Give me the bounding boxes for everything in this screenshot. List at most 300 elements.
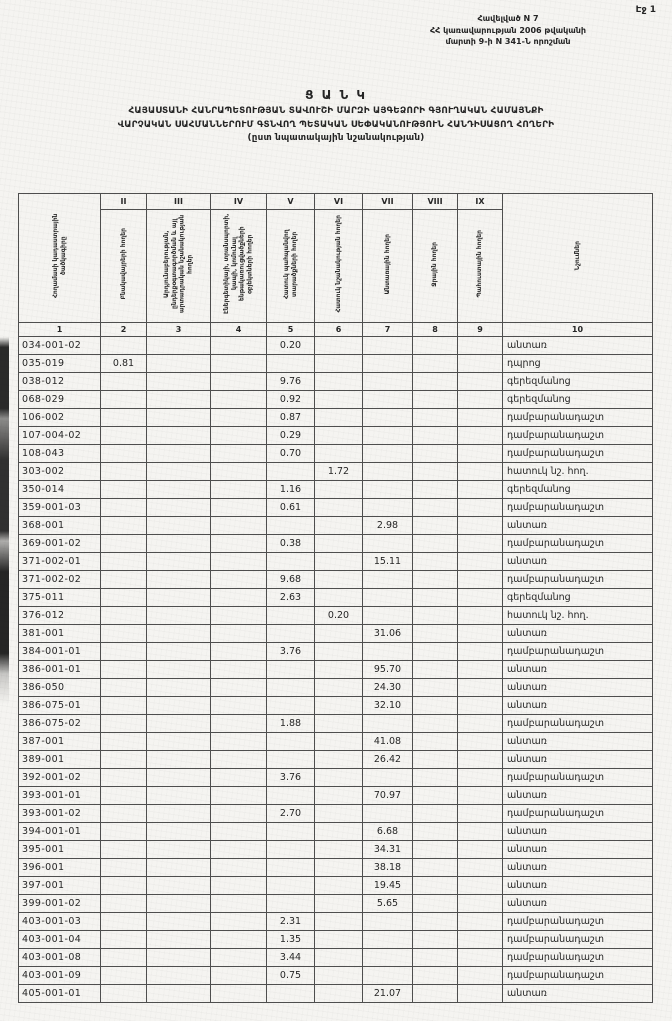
area-value-cell [363, 805, 413, 823]
area-value-cell [413, 859, 458, 877]
table-head [19, 194, 653, 337]
area-value-cell [211, 895, 267, 913]
area-value-cell: 5.65 [363, 895, 413, 913]
column-number: 2 [101, 323, 147, 337]
parcel-code-cell: 403-001-09 [19, 967, 101, 985]
area-value-cell [315, 589, 363, 607]
area-value-cell [101, 841, 147, 859]
area-value-cell [458, 589, 503, 607]
area-value-cell [413, 985, 458, 1003]
area-value-cell [315, 823, 363, 841]
area-value-cell [413, 409, 458, 427]
note-cell: անտառ [503, 697, 653, 715]
area-value-cell [147, 355, 211, 373]
parcel-code-cell: 107-004-02 [19, 427, 101, 445]
area-value-cell [101, 823, 147, 841]
table-row [19, 481, 653, 499]
area-value-cell [147, 985, 211, 1003]
area-value-cell [101, 589, 147, 607]
note-cell: հատուկ նշ. հող. [503, 463, 653, 481]
area-value-cell [363, 571, 413, 589]
area-value-cell: 70.97 [363, 787, 413, 805]
area-value-cell: 0.75 [267, 967, 315, 985]
area-value-cell [458, 373, 503, 391]
column-header-notes-text: Նշումներ [573, 241, 581, 271]
area-value-cell [101, 769, 147, 787]
column-number: 10 [503, 323, 653, 337]
area-value-cell [363, 355, 413, 373]
area-value-cell [458, 409, 503, 427]
parcel-code-cell: 403-001-04 [19, 931, 101, 949]
area-value-cell: 1.72 [315, 463, 363, 481]
column-numeral: III [147, 194, 211, 210]
area-value-cell: 26.42 [363, 751, 413, 769]
parcel-code-cell: 386-001-01 [19, 661, 101, 679]
column-numeral: VII [363, 194, 413, 210]
area-value-cell [101, 787, 147, 805]
area-value-cell [458, 391, 503, 409]
area-value-cell [315, 931, 363, 949]
column-number: 6 [315, 323, 363, 337]
column-numeral: V [267, 194, 315, 210]
area-value-cell [147, 751, 211, 769]
area-value-cell: 2.98 [363, 517, 413, 535]
area-value-cell [147, 445, 211, 463]
parcel-code-cell: 397-001 [19, 877, 101, 895]
area-value-cell [211, 877, 267, 895]
parcel-code-cell: 369-001-02 [19, 535, 101, 553]
table-row [19, 697, 653, 715]
column-number: 5 [267, 323, 315, 337]
parcel-code-cell: 405-001-01 [19, 985, 101, 1003]
area-value-cell [101, 715, 147, 733]
table-row [19, 787, 653, 805]
parcel-code-cell: 389-001 [19, 751, 101, 769]
area-value-cell [211, 787, 267, 805]
area-value-cell [211, 661, 267, 679]
area-value-cell [315, 805, 363, 823]
area-value-cell [458, 607, 503, 625]
area-value-cell: 15.11 [363, 553, 413, 571]
area-value-cell: 41.08 [363, 733, 413, 751]
column-header-category [211, 210, 267, 323]
table-row [19, 733, 653, 751]
table-row [19, 625, 653, 643]
area-value-cell [315, 841, 363, 859]
area-value-cell [363, 715, 413, 733]
area-value-cell [147, 859, 211, 877]
area-value-cell [211, 499, 267, 517]
parcel-code-cell: 394-001-01 [19, 823, 101, 841]
table-row [19, 517, 653, 535]
area-value-cell [147, 733, 211, 751]
area-value-cell [147, 427, 211, 445]
area-value-cell [363, 967, 413, 985]
area-value-cell [315, 913, 363, 931]
table-body [19, 337, 653, 1003]
parcel-code-cell: 393-001-02 [19, 805, 101, 823]
area-value-cell [413, 895, 458, 913]
column-number: 4 [211, 323, 267, 337]
area-value-cell [147, 625, 211, 643]
column-number: 3 [147, 323, 211, 337]
area-value-cell [101, 913, 147, 931]
area-value-cell [413, 625, 458, 643]
note-cell: դամբարանադաշտ [503, 949, 653, 967]
land-parcels-table [18, 193, 653, 1003]
note-cell: դամբարանադաշտ [503, 913, 653, 931]
area-value-cell [147, 463, 211, 481]
area-value-cell [363, 931, 413, 949]
area-value-cell [101, 877, 147, 895]
table-row [19, 877, 653, 895]
area-value-cell [101, 517, 147, 535]
area-value-cell [101, 751, 147, 769]
note-cell: դամբարանադաշտ [503, 805, 653, 823]
area-value-cell [413, 787, 458, 805]
column-header-category [101, 210, 147, 323]
area-value-cell: 3.44 [267, 949, 315, 967]
parcel-code-cell: 108-043 [19, 445, 101, 463]
parcel-code-cell: 392-001-02 [19, 769, 101, 787]
area-value-cell [458, 661, 503, 679]
area-value-cell: 0.70 [267, 445, 315, 463]
table-row [19, 355, 653, 373]
table-row [19, 679, 653, 697]
area-value-cell [315, 697, 363, 715]
area-value-cell [458, 823, 503, 841]
area-value-cell [211, 409, 267, 427]
area-value-cell [211, 517, 267, 535]
area-value-cell [101, 499, 147, 517]
area-value-cell [413, 373, 458, 391]
area-value-cell [458, 517, 503, 535]
area-value-cell: 19.45 [363, 877, 413, 895]
area-value-cell [101, 895, 147, 913]
area-value-cell [101, 805, 147, 823]
area-value-cell [267, 859, 315, 877]
area-value-cell [211, 697, 267, 715]
area-value-cell: 32.10 [363, 697, 413, 715]
table-row [19, 427, 653, 445]
table-row [19, 823, 653, 841]
area-value-cell [101, 733, 147, 751]
area-value-cell [211, 679, 267, 697]
area-value-cell [101, 697, 147, 715]
parcel-code-cell: 303-002 [19, 463, 101, 481]
area-value-cell [147, 589, 211, 607]
area-value-cell [101, 571, 147, 589]
area-value-cell [147, 823, 211, 841]
area-value-cell [267, 679, 315, 697]
parcel-code-cell: 386-050 [19, 679, 101, 697]
area-value-cell [211, 805, 267, 823]
area-value-cell [147, 481, 211, 499]
area-value-cell [413, 391, 458, 409]
table-row [19, 769, 653, 787]
area-value-cell [458, 427, 503, 445]
area-value-cell: 6.68 [363, 823, 413, 841]
area-value-cell [458, 751, 503, 769]
note-cell: դամբարանադաշտ [503, 769, 653, 787]
area-value-cell: 21.07 [363, 985, 413, 1003]
column-header-category-text: Պահուստային հողեր [476, 230, 484, 298]
parcel-code-cell: 068-029 [19, 391, 101, 409]
area-value-cell [315, 967, 363, 985]
column-numeral: VI [315, 194, 363, 210]
area-value-cell [315, 553, 363, 571]
note-cell: գերեզմանոց [503, 373, 653, 391]
note-cell: անտառ [503, 823, 653, 841]
parcel-code-cell: 381-001 [19, 625, 101, 643]
area-value-cell [413, 463, 458, 481]
area-value-cell [315, 769, 363, 787]
area-value-cell [363, 913, 413, 931]
area-value-cell [458, 895, 503, 913]
parcel-code-cell: 399-001-02 [19, 895, 101, 913]
area-value-cell [147, 535, 211, 553]
column-header-category-text: Բնակավայրերի հողեր [119, 228, 127, 300]
area-value-cell: 2.31 [267, 913, 315, 931]
area-value-cell [315, 733, 363, 751]
area-value-cell: 0.20 [315, 607, 363, 625]
table-row [19, 895, 653, 913]
note-cell: դամբարանադաշտ [503, 643, 653, 661]
area-value-cell [147, 967, 211, 985]
area-value-cell [363, 337, 413, 355]
table-row [19, 661, 653, 679]
area-value-cell: 9.68 [267, 571, 315, 589]
column-header-category-text: Ջրային հողեր [431, 241, 439, 287]
area-value-cell [211, 589, 267, 607]
area-value-cell [211, 391, 267, 409]
area-value-cell: 0.92 [267, 391, 315, 409]
note-cell: անտառ [503, 877, 653, 895]
area-value-cell [147, 553, 211, 571]
area-value-cell [413, 355, 458, 373]
area-value-cell [458, 769, 503, 787]
note-cell: անտառ [503, 751, 653, 769]
column-header-parcel-code-text: Հողամասի կադաստրային ծածկագիրը [51, 213, 67, 299]
note-cell: դամբարանադաշտ [503, 715, 653, 733]
area-value-cell [458, 967, 503, 985]
table-row [19, 805, 653, 823]
area-value-cell [147, 877, 211, 895]
area-value-cell [101, 463, 147, 481]
area-value-cell [413, 607, 458, 625]
parcel-code-cell: 371-002-01 [19, 553, 101, 571]
scan-artifact-left-edge [0, 0, 9, 1021]
area-value-cell [413, 427, 458, 445]
table-row [19, 913, 653, 931]
area-value-cell [101, 967, 147, 985]
note-cell: դամբարանադաշտ [503, 967, 653, 985]
area-value-cell [458, 697, 503, 715]
area-value-cell [458, 733, 503, 751]
area-value-cell [458, 535, 503, 553]
area-value-cell [363, 949, 413, 967]
area-value-cell [147, 949, 211, 967]
area-value-cell [315, 337, 363, 355]
area-value-cell [363, 427, 413, 445]
area-value-cell [211, 913, 267, 931]
area-value-cell [458, 859, 503, 877]
area-value-cell [315, 499, 363, 517]
area-value-cell [211, 643, 267, 661]
area-value-cell [363, 535, 413, 553]
area-value-cell [413, 679, 458, 697]
area-value-cell [458, 481, 503, 499]
area-value-cell [147, 787, 211, 805]
area-value-cell [315, 517, 363, 535]
title-line3: (ըստ նպատակային նշանակության) [247, 133, 425, 143]
column-header-category-text: Անտառային հողեր [383, 233, 391, 295]
area-value-cell [458, 985, 503, 1003]
area-value-cell [413, 949, 458, 967]
parcel-code-cell: 376-012 [19, 607, 101, 625]
area-value-cell [315, 787, 363, 805]
area-value-cell [458, 337, 503, 355]
area-value-cell [315, 715, 363, 733]
area-value-cell [315, 481, 363, 499]
area-value-cell [413, 769, 458, 787]
note-cell: անտառ [503, 985, 653, 1003]
area-value-cell [101, 859, 147, 877]
area-value-cell [211, 445, 267, 463]
area-value-cell [211, 823, 267, 841]
area-value-cell [458, 643, 503, 661]
column-header-category [363, 210, 413, 323]
area-value-cell: 3.76 [267, 643, 315, 661]
area-value-cell [315, 535, 363, 553]
table-row [19, 571, 653, 589]
column-header-category-text: Արդյունաբերության, ընդերքօգտագործման և այլ արտադրական նշանակության հողեր [162, 214, 194, 314]
area-value-cell [267, 751, 315, 769]
area-value-cell [267, 553, 315, 571]
appendix-line1: Հավելված N 7 [477, 14, 539, 23]
area-value-cell [315, 751, 363, 769]
area-value-cell [363, 607, 413, 625]
area-value-cell [147, 499, 211, 517]
table-row [19, 841, 653, 859]
appendix-line2: ՀՀ կառավարության 2006 թվականի [429, 25, 587, 35]
column-header-category [413, 210, 458, 323]
area-value-cell [315, 877, 363, 895]
area-value-cell [147, 517, 211, 535]
area-value-cell [147, 373, 211, 391]
document-title-block [0, 88, 672, 143]
parcel-code-cell: 384-001-01 [19, 643, 101, 661]
parcel-code-cell: 350-014 [19, 481, 101, 499]
area-value-cell [413, 877, 458, 895]
parcel-code-cell: 386-075-01 [19, 697, 101, 715]
area-value-cell [413, 823, 458, 841]
area-value-cell [211, 571, 267, 589]
area-value-cell [211, 859, 267, 877]
area-value-cell [458, 931, 503, 949]
area-value-cell: 2.70 [267, 805, 315, 823]
area-value-cell [413, 337, 458, 355]
area-value-cell [363, 499, 413, 517]
area-value-cell [211, 769, 267, 787]
note-cell: դամբարանադաշտ [503, 499, 653, 517]
area-value-cell [147, 337, 211, 355]
area-value-cell [413, 517, 458, 535]
area-value-cell: 0.87 [267, 409, 315, 427]
note-cell: անտառ [503, 787, 653, 805]
area-value-cell [315, 373, 363, 391]
area-value-cell [101, 607, 147, 625]
area-value-cell [101, 625, 147, 643]
note-cell: անտառ [503, 553, 653, 571]
area-value-cell: 1.16 [267, 481, 315, 499]
area-value-cell [315, 661, 363, 679]
area-value-cell [211, 373, 267, 391]
area-value-cell [363, 463, 413, 481]
area-value-cell [413, 841, 458, 859]
table-row [19, 391, 653, 409]
area-value-cell [458, 499, 503, 517]
area-value-cell [211, 481, 267, 499]
area-value-cell [315, 625, 363, 643]
column-numeral: VIII [413, 194, 458, 210]
note-cell: անտառ [503, 661, 653, 679]
area-value-cell [413, 571, 458, 589]
area-value-cell [458, 463, 503, 481]
area-value-cell [363, 391, 413, 409]
appendix-line3: մարտի 9-ի N 341-Ն որոշման [445, 37, 571, 47]
area-value-cell [147, 841, 211, 859]
area-value-cell [101, 931, 147, 949]
parcel-code-cell: 359-001-03 [19, 499, 101, 517]
column-header-category [267, 210, 315, 323]
parcel-code-cell: 386-075-02 [19, 715, 101, 733]
parcel-code-cell: 034-001-02 [19, 337, 101, 355]
area-value-cell [363, 373, 413, 391]
note-cell: գերեզմանոց [503, 589, 653, 607]
note-cell: անտառ [503, 679, 653, 697]
table-row [19, 463, 653, 481]
area-value-cell [413, 445, 458, 463]
area-value-cell: 34.31 [363, 841, 413, 859]
column-numeral: IV [211, 194, 267, 210]
table-row [19, 715, 653, 733]
note-cell: անտառ [503, 337, 653, 355]
area-value-cell [413, 715, 458, 733]
note-cell: անտառ [503, 625, 653, 643]
area-value-cell [147, 769, 211, 787]
area-value-cell: 9.76 [267, 373, 315, 391]
area-value-cell [211, 931, 267, 949]
area-value-cell [413, 589, 458, 607]
area-value-cell [147, 895, 211, 913]
title-line1: ՀԱՅԱՍՏԱՆԻ ՀԱՆՐԱՊԵՏՈՒԹՅԱՆ ՏԱՎՈՒՇԻ ՄԱՐԶԻ ԱՅԳԵՁՈՐԻ ԳՅՈՒՂԱԿԱՆ ՀԱՄԱՅՆՔԻ [128, 106, 544, 116]
parcel-code-cell: 396-001 [19, 859, 101, 877]
area-value-cell [413, 733, 458, 751]
parcel-code-cell: 395-001 [19, 841, 101, 859]
table-row [19, 643, 653, 661]
area-value-cell [458, 949, 503, 967]
appendix-reference [408, 13, 608, 48]
note-cell: անտառ [503, 733, 653, 751]
column-header-category-text: Էներգետիկայի, տրանսպորտի, կապի, կոմունալ ենթակառուցվածքների օբյեկտների հողեր [222, 213, 254, 315]
area-value-cell [211, 715, 267, 733]
area-value-cell [101, 535, 147, 553]
area-value-cell [147, 697, 211, 715]
area-value-cell [211, 337, 267, 355]
area-value-cell [413, 481, 458, 499]
column-header-category [315, 210, 363, 323]
